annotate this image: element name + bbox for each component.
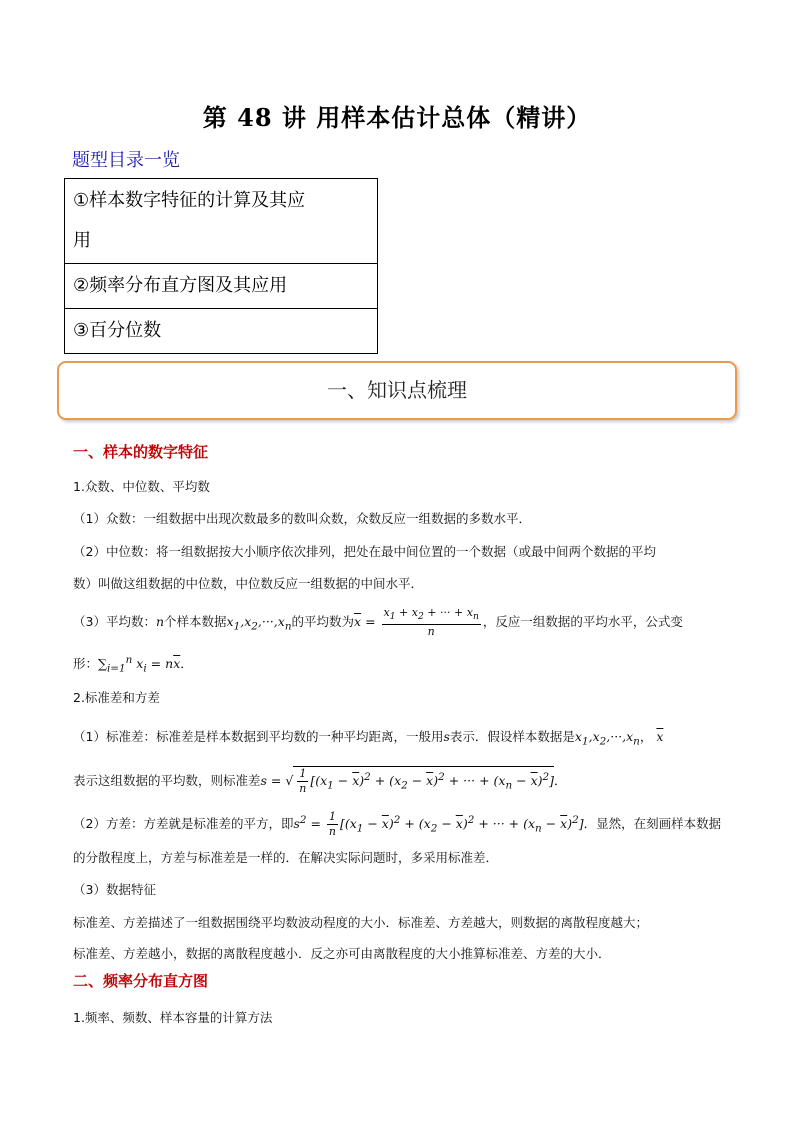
toc-item-1-line2: 用 (73, 230, 91, 251)
toc-item-2: ②频率分布直方图及其应用 (65, 264, 378, 309)
paragraph-variance-line1 (73, 810, 721, 839)
page-title: 第 48 讲 用样本估计总体（精讲） (202, 103, 592, 132)
toc-item-3: ③百分位数 (65, 309, 378, 354)
formula-std: s = √ $\frac{1}{n}$ [$(x_1 - x)^2 + (x_2 - x)^2$ + ··· + $(x_n - x)^2$] (260, 767, 555, 796)
formula-s: s (443, 729, 450, 744)
paragraph-median-line2: 数）叫做这组数据的中位数，中位数反应一组数据的中间水平． (73, 576, 424, 591)
paragraph-mean-variant: 形：$\sum_{i=1}^n$ $x_i$ = nx． (73, 654, 193, 675)
formula-n: n (155, 614, 165, 630)
section2-heading: 二、频率分布直方图 (73, 972, 209, 990)
paragraph-features-line1: 标准差、方差描述了一组数据围绕平均数波动程度的大小．标准差、方差越大，则数据的离散程度越大； (73, 915, 649, 930)
paragraph-std-line1: （1）标准差：标准差是样本数据到平均数的一种平均距离，一般用s表示．假设样本数据是$x_1,x_2,\cdot\cdot\cdot,x_n$， x (73, 729, 664, 748)
paragraph-variance-line2: 的分散程度上，方差与标准差是一样的．在解决实际问题时，多采用标准差． (73, 850, 499, 865)
formula-mean: x = $\frac{x_1 + x_2 + \cdot\cdot\cdot + x_n}{n}$ (354, 606, 479, 639)
mean-text-e: 形： (73, 656, 99, 672)
paragraph-features-line2: 标准差、方差越小，数据的离散程度越小．反之亦可由离散程度的大小推算标准差、方差的大小． (73, 946, 611, 961)
banner-text: 一、知识点梳理 (327, 378, 467, 402)
paragraph-features-title: （3）数据特征 (73, 882, 156, 897)
toc-table (64, 178, 378, 354)
sub-heading-frequency: 1.频率、频数、样本容量的计算方法 (73, 1010, 273, 1025)
toc-heading: 题型目录一览 (72, 150, 180, 171)
formula-xbar: x (656, 729, 664, 744)
std-text-a: （1）标准差：标准差是样本数据到平均数的一种平均距离，一般用 (73, 729, 444, 744)
variance-text-a: （2）方差：方差就是标准差的平方，即 (73, 816, 294, 832)
toc-item-1 (65, 179, 378, 264)
sub-heading-std: 2.标准差和方差 (73, 690, 160, 705)
sub-heading-averages: 1.众数、中位数、平均数 (73, 479, 210, 494)
mean-text-d: ，反应一组数据的平均水平，公式变 (482, 614, 683, 630)
paragraph-median-line1: （2）中位数：将一组数据按大小顺序依次排列，把处在最中间位置的一个数据（或最中间两个数据的平均 (73, 544, 656, 559)
paragraph-mode: （1）众数：一组数据中出现次数最多的数叫众数，众数反应一组数据的多数水平． (73, 511, 531, 526)
mean-text-b: 个样本数据 (164, 614, 227, 630)
paragraph-mean (73, 606, 683, 639)
mean-text-a: （3）平均数： (73, 614, 156, 630)
std-text-b: 表示．假设样本数据是 (449, 729, 575, 744)
formula-sample-list: $x_1,x_2,\cdot\cdot\cdot,x_n$ (226, 614, 292, 633)
section1-heading: 一、样本的数字特征 (73, 443, 209, 461)
mean-text-c: 的平均数为 (291, 614, 355, 630)
std-text-c: 表示这组数据的平均数，则标准差 (73, 773, 261, 789)
section-banner (57, 361, 737, 420)
toc-item-1-line1: ①样本数字特征的计算及其应 (73, 190, 306, 211)
formula-variance: $s^2$ = $\frac{1}{n}$ [$(x_1 - x)^2 + (x_2 - x)^2$ + ··· + $(x_n - x)^2$] (293, 810, 584, 839)
formula-sample-list-2: $x_1,x_2,\cdot\cdot\cdot,x_n$ (574, 729, 640, 748)
formula-sum: $\sum_{i=1}^n$ $x_i$ = nx (98, 654, 181, 675)
variance-text-b: ．显然，在刻画样本数据 (583, 816, 722, 832)
paragraph-std-line2: 表示这组数据的平均数，则标准差s = √ $\frac{1}{n}$ [$(x_1 - x)^2 + (x_2 - x)^2$ + ··· + $(x_n - x)^2$]． (73, 767, 567, 796)
